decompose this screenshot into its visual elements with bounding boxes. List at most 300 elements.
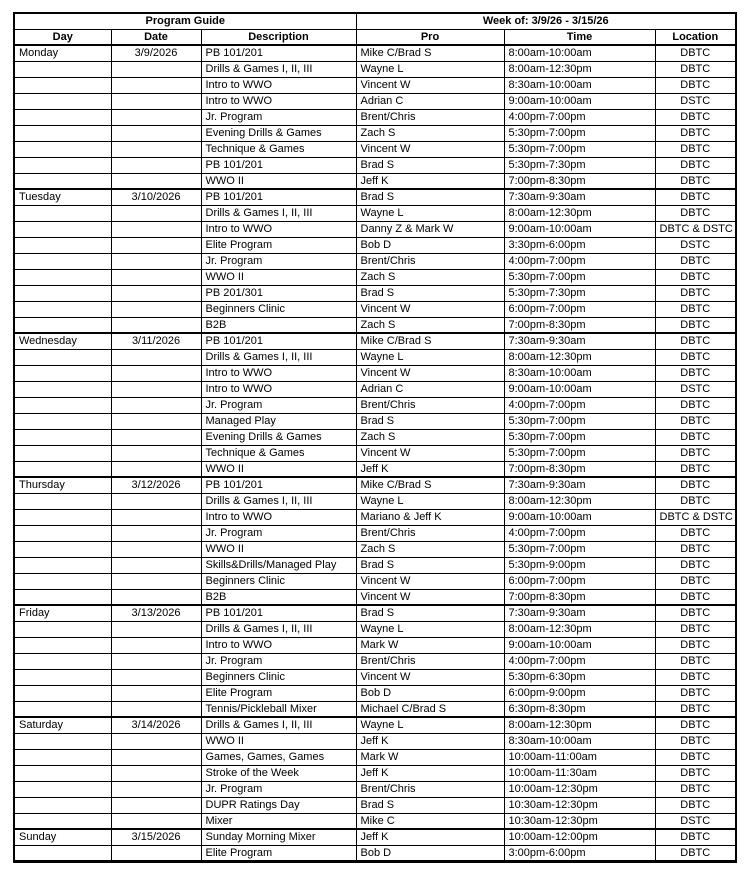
time-cell: 7:30am-9:30am [504, 605, 655, 621]
pro-cell: Mike C/Brad S [356, 333, 504, 349]
day-cell [14, 493, 111, 509]
table-row [14, 797, 736, 813]
location-cell: DSTC [655, 93, 736, 109]
time-cell: 7:00pm-8:30pm [504, 173, 655, 189]
date-cell [111, 621, 201, 637]
table-row [14, 221, 736, 237]
day-cell [14, 813, 111, 829]
description-cell: B2B [201, 317, 356, 333]
time-cell: 7:00pm-8:30pm [504, 589, 655, 605]
pro-cell: Brad S [356, 605, 504, 621]
description-cell: WWO II [201, 173, 356, 189]
time-cell: 5:30pm-7:00pm [504, 541, 655, 557]
date-cell [111, 109, 201, 125]
location-cell: DSTC [655, 813, 736, 829]
time-cell: 10:30am-12:30pm [504, 797, 655, 813]
description-cell: Technique & Games [201, 445, 356, 461]
day-cell [14, 381, 111, 397]
day-cell [14, 557, 111, 573]
date-cell [111, 173, 201, 189]
table-row [14, 301, 736, 317]
day-cell: Saturday [14, 717, 111, 733]
time-cell: 5:30pm-7:00pm [504, 125, 655, 141]
description-cell: PB 201/301 [201, 285, 356, 301]
pro-cell: Mike C/Brad S [356, 477, 504, 493]
date-cell [111, 445, 201, 461]
pro-cell: Michael C/Brad S [356, 701, 504, 717]
date-cell [111, 397, 201, 413]
day-cell [14, 797, 111, 813]
date-cell [111, 381, 201, 397]
table-row [14, 829, 736, 845]
day-cell [14, 573, 111, 589]
table-row [14, 205, 736, 221]
time-cell: 10:00am-12:00pm [504, 829, 655, 845]
day-cell [14, 109, 111, 125]
time-cell: 9:00am-10:00am [504, 93, 655, 109]
day-cell [14, 173, 111, 189]
description-cell: PB 101/201 [201, 333, 356, 349]
time-cell: 4:00pm-7:00pm [504, 109, 655, 125]
description-cell: Sunday Morning Mixer [201, 829, 356, 845]
description-cell: Drills & Games I, II, III [201, 205, 356, 221]
pro-cell: Wayne L [356, 717, 504, 733]
description-cell: Jr. Program [201, 781, 356, 797]
table-row [14, 589, 736, 605]
pro-cell: Vincent W [356, 77, 504, 93]
pro-cell: Vincent W [356, 669, 504, 685]
pro-cell: Vincent W [356, 141, 504, 157]
day-cell [14, 749, 111, 765]
time-cell: 5:30pm-7:00pm [504, 429, 655, 445]
day-cell [14, 445, 111, 461]
date-cell [111, 141, 201, 157]
day-cell [14, 125, 111, 141]
location-cell: DBTC [655, 109, 736, 125]
description-cell: Evening Drills & Games [201, 429, 356, 445]
pro-cell: Adrian C [356, 381, 504, 397]
table-row [14, 701, 736, 717]
description-cell: PB 101/201 [201, 605, 356, 621]
pro-cell: Jeff K [356, 765, 504, 781]
day-cell [14, 285, 111, 301]
pro-cell: Adrian C [356, 93, 504, 109]
date-cell [111, 285, 201, 301]
date-cell [111, 797, 201, 813]
date-cell [111, 541, 201, 557]
pro-cell: Mark W [356, 637, 504, 653]
pro-cell: Wayne L [356, 205, 504, 221]
location-cell: DBTC [655, 205, 736, 221]
location-cell: DBTC [655, 157, 736, 173]
table-row [14, 749, 736, 765]
table-row [14, 765, 736, 781]
location-cell: DSTC [655, 237, 736, 253]
time-cell: 9:00am-10:00am [504, 509, 655, 525]
pro-cell: Mike C [356, 813, 504, 829]
time-cell: 8:00am-12:30pm [504, 349, 655, 365]
day-cell [14, 397, 111, 413]
description-cell: Elite Program [201, 845, 356, 861]
column-header-time: Time [504, 29, 655, 45]
table-row [14, 157, 736, 173]
location-cell: DBTC [655, 829, 736, 845]
table-row [14, 333, 736, 349]
location-cell: DBTC [655, 301, 736, 317]
schedule-body [14, 45, 736, 861]
pro-cell: Zach S [356, 317, 504, 333]
date-cell [111, 269, 201, 285]
table-row [14, 397, 736, 413]
date-cell: 3/13/2026 [111, 605, 201, 621]
location-cell: DBTC [655, 557, 736, 573]
date-cell [111, 509, 201, 525]
description-cell: Intro to WWO [201, 93, 356, 109]
date-cell [111, 845, 201, 861]
time-cell: 5:30pm-6:30pm [504, 669, 655, 685]
pro-cell: Jeff K [356, 461, 504, 477]
pro-cell: Wayne L [356, 621, 504, 637]
description-cell: Mixer [201, 813, 356, 829]
day-cell [14, 653, 111, 669]
program-guide-title: Program Guide [14, 13, 356, 29]
description-cell: Technique & Games [201, 141, 356, 157]
location-cell: DBTC & DSTC [655, 509, 736, 525]
description-cell: WWO II [201, 461, 356, 477]
day-cell [14, 637, 111, 653]
description-cell: Tennis/Pickleball Mixer [201, 701, 356, 717]
table-row [14, 349, 736, 365]
table-row [14, 669, 736, 685]
time-cell: 8:00am-12:30pm [504, 61, 655, 77]
pro-cell: Danny Z & Mark W [356, 221, 504, 237]
description-cell: Jr. Program [201, 253, 356, 269]
description-cell: Intro to WWO [201, 637, 356, 653]
location-cell: DBTC [655, 173, 736, 189]
pro-cell: Vincent W [356, 573, 504, 589]
location-cell: DBTC [655, 493, 736, 509]
location-cell: DBTC [655, 765, 736, 781]
table-row [14, 557, 736, 573]
time-cell: 10:00am-11:30am [504, 765, 655, 781]
time-cell: 9:00am-10:00am [504, 381, 655, 397]
table-row [14, 781, 736, 797]
table-row [14, 573, 736, 589]
day-cell [14, 669, 111, 685]
table-row [14, 189, 736, 205]
day-cell [14, 221, 111, 237]
table-row [14, 413, 736, 429]
time-cell: 5:30pm-7:30pm [504, 157, 655, 173]
date-cell [111, 253, 201, 269]
description-cell: Stroke of the Week [201, 765, 356, 781]
pro-cell: Bob D [356, 685, 504, 701]
date-cell [111, 317, 201, 333]
date-cell [111, 573, 201, 589]
location-cell: DBTC [655, 189, 736, 205]
table-row [14, 813, 736, 829]
location-cell: DBTC [655, 349, 736, 365]
date-cell [111, 205, 201, 221]
table-row [14, 237, 736, 253]
table-row [14, 733, 736, 749]
date-cell [111, 749, 201, 765]
day-cell [14, 701, 111, 717]
day-cell [14, 413, 111, 429]
table-row [14, 93, 736, 109]
date-cell [111, 653, 201, 669]
table-row [14, 605, 736, 621]
pro-cell: Brent/Chris [356, 397, 504, 413]
day-cell [14, 349, 111, 365]
pro-cell: Mariano & Jeff K [356, 509, 504, 525]
description-cell: Elite Program [201, 685, 356, 701]
table-row [14, 109, 736, 125]
day-cell [14, 621, 111, 637]
table-row [14, 141, 736, 157]
description-cell: Skills&Drills/Managed Play [201, 557, 356, 573]
table-row [14, 685, 736, 701]
day-cell [14, 845, 111, 861]
date-cell [111, 61, 201, 77]
time-cell: 10:00am-12:30pm [504, 781, 655, 797]
day-cell [14, 365, 111, 381]
week-of-title: Week of: 3/9/26 - 3/15/26 [356, 13, 736, 29]
table-row [14, 717, 736, 733]
date-cell: 3/11/2026 [111, 333, 201, 349]
pro-cell: Jeff K [356, 829, 504, 845]
day-cell [14, 253, 111, 269]
description-cell: B2B [201, 589, 356, 605]
date-cell [111, 685, 201, 701]
table-row [14, 381, 736, 397]
location-cell: DBTC [655, 365, 736, 381]
time-cell: 4:00pm-7:00pm [504, 525, 655, 541]
time-cell: 8:00am-12:30pm [504, 621, 655, 637]
program-guide-table [13, 12, 737, 863]
day-cell: Thursday [14, 477, 111, 493]
time-cell: 8:30am-10:00am [504, 733, 655, 749]
location-cell: DBTC [655, 669, 736, 685]
description-cell: Drills & Games I, II, III [201, 61, 356, 77]
location-cell: DBTC [655, 317, 736, 333]
table-row [14, 637, 736, 653]
description-cell: Evening Drills & Games [201, 125, 356, 141]
date-cell: 3/14/2026 [111, 717, 201, 733]
title-row [14, 13, 736, 29]
pro-cell: Vincent W [356, 301, 504, 317]
description-cell: Jr. Program [201, 109, 356, 125]
day-cell [14, 237, 111, 253]
location-cell: DBTC [655, 749, 736, 765]
description-cell: PB 101/201 [201, 189, 356, 205]
location-cell: DBTC [655, 333, 736, 349]
date-cell [111, 157, 201, 173]
pro-cell: Brad S [356, 557, 504, 573]
pro-cell: Zach S [356, 269, 504, 285]
day-cell [14, 541, 111, 557]
time-cell: 5:30pm-7:00pm [504, 413, 655, 429]
pro-cell: Zach S [356, 125, 504, 141]
table-row [14, 621, 736, 637]
table-row [14, 317, 736, 333]
date-cell: 3/12/2026 [111, 477, 201, 493]
date-cell [111, 765, 201, 781]
description-cell: PB 101/201 [201, 157, 356, 173]
day-cell [14, 509, 111, 525]
pro-cell: Bob D [356, 237, 504, 253]
description-cell: DUPR Ratings Day [201, 797, 356, 813]
pro-cell: Brent/Chris [356, 653, 504, 669]
description-cell: Beginners Clinic [201, 301, 356, 317]
description-cell: Intro to WWO [201, 509, 356, 525]
column-header-pro: Pro [356, 29, 504, 45]
day-cell: Sunday [14, 829, 111, 845]
column-header-row [14, 29, 736, 45]
location-cell: DBTC [655, 285, 736, 301]
time-cell: 8:00am-12:30pm [504, 205, 655, 221]
day-cell: Friday [14, 605, 111, 621]
time-cell: 8:00am-12:30pm [504, 717, 655, 733]
time-cell: 8:00am-12:30pm [504, 493, 655, 509]
pro-cell: Bob D [356, 845, 504, 861]
date-cell: 3/10/2026 [111, 189, 201, 205]
table-row [14, 61, 736, 77]
pro-cell: Brent/Chris [356, 109, 504, 125]
location-cell: DBTC [655, 445, 736, 461]
location-cell: DBTC [655, 845, 736, 861]
time-cell: 5:30pm-7:30pm [504, 285, 655, 301]
time-cell: 6:00pm-7:00pm [504, 573, 655, 589]
date-cell: 3/9/2026 [111, 45, 201, 61]
date-cell [111, 781, 201, 797]
date-cell [111, 493, 201, 509]
day-cell: Monday [14, 45, 111, 61]
description-cell: Jr. Program [201, 397, 356, 413]
date-cell [111, 237, 201, 253]
column-header-day: Day [14, 29, 111, 45]
day-cell [14, 317, 111, 333]
description-cell: Managed Play [201, 413, 356, 429]
table-header [14, 13, 736, 45]
day-cell: Tuesday [14, 189, 111, 205]
date-cell [111, 589, 201, 605]
description-cell: Drills & Games I, II, III [201, 717, 356, 733]
table-row [14, 541, 736, 557]
description-cell: PB 101/201 [201, 477, 356, 493]
time-cell: 8:30am-10:00am [504, 77, 655, 93]
location-cell: DBTC [655, 413, 736, 429]
description-cell: Intro to WWO [201, 365, 356, 381]
pro-cell: Brent/Chris [356, 781, 504, 797]
location-cell: DBTC [655, 461, 736, 477]
table-row [14, 285, 736, 301]
description-cell: Intro to WWO [201, 221, 356, 237]
day-cell [14, 781, 111, 797]
description-cell: Drills & Games I, II, III [201, 493, 356, 509]
time-cell: 7:00pm-8:30pm [504, 461, 655, 477]
table-row [14, 365, 736, 381]
location-cell: DBTC [655, 605, 736, 621]
table-row [14, 445, 736, 461]
time-cell: 8:30am-10:00am [504, 365, 655, 381]
date-cell [111, 637, 201, 653]
pro-cell: Zach S [356, 429, 504, 445]
table-row [14, 253, 736, 269]
location-cell: DBTC [655, 717, 736, 733]
pro-cell: Wayne L [356, 493, 504, 509]
day-cell [14, 301, 111, 317]
location-cell: DBTC [655, 477, 736, 493]
pro-cell: Brad S [356, 797, 504, 813]
time-cell: 6:30pm-8:30pm [504, 701, 655, 717]
description-cell: Jr. Program [201, 525, 356, 541]
description-cell: Drills & Games I, II, III [201, 349, 356, 365]
time-cell: 4:00pm-7:00pm [504, 653, 655, 669]
day-cell [14, 77, 111, 93]
time-cell: 5:30pm-9:00pm [504, 557, 655, 573]
pro-cell: Mike C/Brad S [356, 45, 504, 61]
location-cell: DBTC [655, 125, 736, 141]
description-cell: Intro to WWO [201, 77, 356, 93]
location-cell: DBTC [655, 525, 736, 541]
table-row [14, 77, 736, 93]
day-cell [14, 429, 111, 445]
date-cell [111, 525, 201, 541]
pro-cell: Brad S [356, 285, 504, 301]
day-cell [14, 733, 111, 749]
date-cell [111, 365, 201, 381]
table-row [14, 125, 736, 141]
location-cell: DBTC [655, 77, 736, 93]
pro-cell: Jeff K [356, 733, 504, 749]
column-header-description: Description [201, 29, 356, 45]
description-cell: Intro to WWO [201, 381, 356, 397]
date-cell [111, 733, 201, 749]
date-cell [111, 701, 201, 717]
day-cell [14, 157, 111, 173]
time-cell: 5:30pm-7:00pm [504, 141, 655, 157]
location-cell: DBTC [655, 653, 736, 669]
time-cell: 7:30am-9:30am [504, 477, 655, 493]
description-cell: PB 101/201 [201, 45, 356, 61]
time-cell: 8:00am-10:00am [504, 45, 655, 61]
pro-cell: Mark W [356, 749, 504, 765]
day-cell [14, 685, 111, 701]
table-row [14, 173, 736, 189]
date-cell [111, 349, 201, 365]
location-cell: DBTC [655, 429, 736, 445]
time-cell: 7:30am-9:30am [504, 189, 655, 205]
pro-cell: Vincent W [356, 589, 504, 605]
location-cell: DBTC [655, 141, 736, 157]
pro-cell: Brent/Chris [356, 253, 504, 269]
day-cell [14, 461, 111, 477]
table-row [14, 477, 736, 493]
table-row [14, 269, 736, 285]
description-cell: Drills & Games I, II, III [201, 621, 356, 637]
location-cell: DBTC [655, 45, 736, 61]
location-cell: DBTC [655, 397, 736, 413]
date-cell [111, 93, 201, 109]
pro-cell: Jeff K [356, 173, 504, 189]
time-cell: 5:30pm-7:00pm [504, 269, 655, 285]
day-cell [14, 269, 111, 285]
description-cell: WWO II [201, 541, 356, 557]
time-cell: 3:00pm-6:00pm [504, 845, 655, 861]
table-row [14, 845, 736, 861]
location-cell: DBTC & DSTC [655, 221, 736, 237]
